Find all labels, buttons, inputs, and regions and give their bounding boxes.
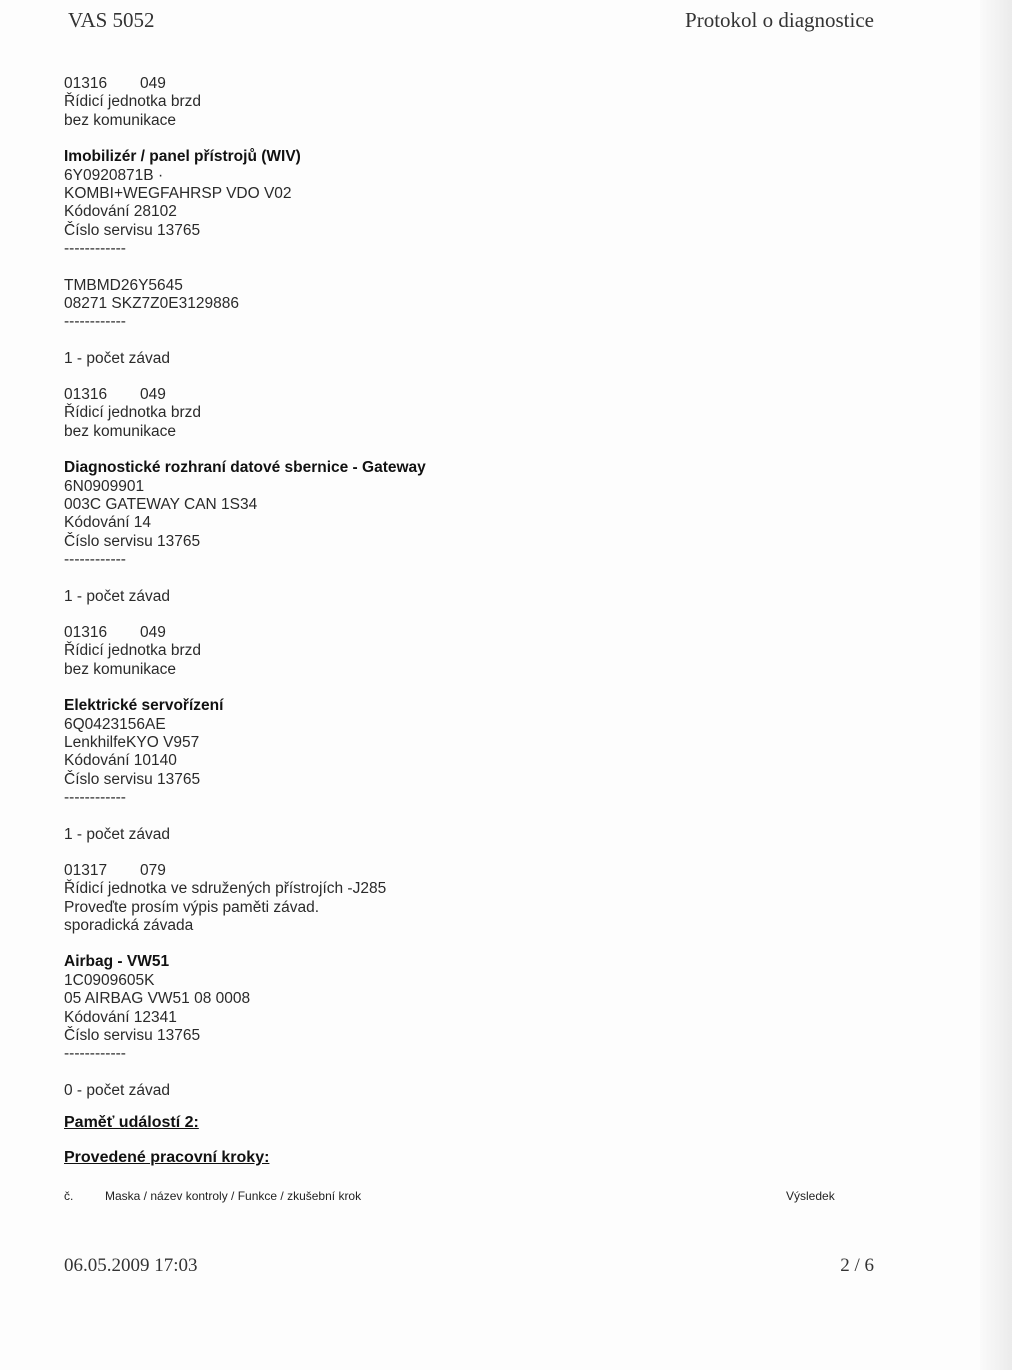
module-service-number: Číslo servisu 13765 <box>64 770 201 788</box>
column-result: Výsledek <box>786 1189 835 1203</box>
module-part-number: 1C0909605K <box>64 971 155 989</box>
header-device: VAS 5052 <box>68 8 155 32</box>
fault-text: Řídicí jednotka brzd <box>64 93 201 111</box>
module-coding: Kódování 14 <box>64 514 152 532</box>
fault-code-line <box>64 862 884 880</box>
fault-number: 079 <box>140 861 166 879</box>
separator: ------------ <box>64 313 126 331</box>
module-vin: TMBMD26Y5645 <box>64 276 183 294</box>
fault-text: Řídicí jednotka brzd <box>64 642 201 660</box>
footer-datetime: 06.05.2009 17:03 <box>64 1255 198 1276</box>
protocol-body <box>64 75 884 1167</box>
separator: ------------ <box>64 551 126 569</box>
module-name: LenkhilfeKYO V957 <box>64 733 200 751</box>
column-description: Maska / název kontroly / Funkce / zkušební krok <box>105 1189 362 1203</box>
fault-code: 01317 <box>64 861 108 879</box>
module-title: Elektrické servořízení <box>64 697 224 715</box>
fault-text: Řídicí jednotka brzd <box>64 404 201 422</box>
fault-number: 049 <box>140 386 166 404</box>
module-coding: Kódování 12341 <box>64 1008 177 1026</box>
module-coding: Kódování 28102 <box>64 203 177 221</box>
fault-status: sporadická závada <box>64 917 194 935</box>
fault-number: 049 <box>140 75 166 92</box>
fault-code: 01316 <box>64 623 108 641</box>
module-part-number: 6Q0423156AE <box>64 715 166 733</box>
module-service-number: Číslo servisu 13765 <box>64 532 201 550</box>
separator: ------------ <box>64 1045 126 1063</box>
module-name: KOMBI+WEGFAHRSP VDO V02 <box>64 184 292 202</box>
fault-status: bez komunikace <box>64 422 177 440</box>
separator: ------------ <box>64 789 126 807</box>
separator: ------------ <box>64 240 126 258</box>
module-serial: 08271 SKZ7Z0E3129886 <box>64 294 239 312</box>
fault-count: 1 - počet závad <box>64 349 170 367</box>
module-title: Diagnostické rozhraní datové sbernice - Gateway <box>64 459 426 477</box>
fault-code: 01316 <box>64 75 108 92</box>
module-part-number: 6N0909901 <box>64 477 145 495</box>
fault-text: Řídicí jednotka ve sdružených přístrojích -J285 <box>64 880 387 898</box>
steps-heading: Provedené pracovní kroky: <box>64 1148 270 1166</box>
module-part-number: 6Y0920871B · <box>64 166 164 184</box>
fault-number: 049 <box>140 623 166 641</box>
fault-code-line <box>64 75 884 93</box>
fault-status: bez komunikace <box>64 111 177 129</box>
fault-instruction: Proveďte prosím výpis paměti závad. <box>64 898 320 916</box>
scan-edge-shadow <box>980 0 1012 1370</box>
module-name: 05 AIRBAG VW51 08 0008 <box>64 990 251 1008</box>
fault-status: bez komunikace <box>64 660 177 678</box>
module-title: Airbag - VW51 <box>64 953 170 971</box>
footer-page-number: 2 / 6 <box>840 1255 874 1276</box>
events-heading: Paměť událostí 2: <box>64 1114 199 1132</box>
column-number: č. <box>64 1189 74 1203</box>
fault-count: 0 - počet závad <box>64 1081 170 1099</box>
module-name: 003C GATEWAY CAN 1S34 <box>64 496 258 514</box>
fault-code: 01316 <box>64 386 108 404</box>
module-service-number: Číslo servisu 13765 <box>64 1027 201 1045</box>
module-title: Imobilizér / panel přístrojů (WIV) <box>64 148 301 166</box>
module-service-number: Číslo servisu 13765 <box>64 221 201 239</box>
fault-count: 1 - počet závad <box>64 587 170 605</box>
fault-code-line <box>64 386 884 404</box>
fault-count: 1 - počet závad <box>64 825 170 843</box>
module-coding: Kódování 10140 <box>64 752 177 770</box>
fault-code-line <box>64 624 884 642</box>
header-title: Protokol o diagnostice <box>685 8 874 32</box>
